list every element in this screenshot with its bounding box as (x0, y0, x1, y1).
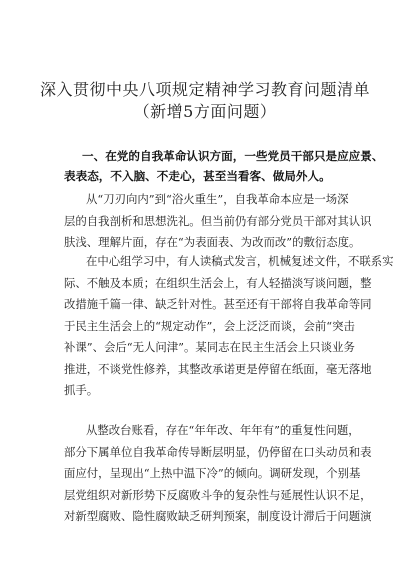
paragraph-line: 于民主生活会上的“规定动作”，会上泛泛而谈，会前“突击 (64, 318, 355, 333)
paragraph-line: 对新型腐败、隐性腐败缺乏研判预案，制度设计滞后于问题演 (64, 509, 372, 523)
paragraph-line: 际、不触及本质；在组织生活会上，有人轻描淡写谈问题，整 (64, 275, 372, 290)
document-title-line-2: （新增5方面问题） (133, 102, 277, 121)
paragraph-line: 层的自我剖析和思想洗礼。但当前仍有部分党员干部对其认识 (64, 213, 372, 228)
paragraph-line: 从“刀刃向内”到“浴火重生”，自我革命本应是一场深 (86, 192, 349, 206)
paragraph-1 (64, 189, 372, 254)
section-1-heading (64, 146, 384, 186)
document-title-line-1: 深入贯彻中央八项规定精神学习教育问题清单 (39, 80, 370, 99)
paragraph-3 (64, 420, 372, 528)
paragraph-line: 从整改台账看，存在“年年改、年年有”的重复性问题， (86, 423, 360, 437)
paragraph-line: 层党组织对新形势下反腐败斗争的复杂性与延展性认识不足， (64, 487, 372, 502)
paragraph-line: 推进，不谈党性修养，其整改承诺更是停留在纸面，毫无落地 (64, 361, 372, 376)
paragraph-line: 部分下属单位自我革命传导断层明显，仍停留在口头动员和表 (64, 444, 372, 459)
section-1-heading-line-2: 表表态，不入脑、不走心，甚至当看客、做局外人。 (64, 169, 331, 183)
paragraph-line: 补课”、会后“无人问津”。某同志在民主生活会上只谈业务 (64, 340, 355, 354)
paragraph-line: 抓手。 (64, 383, 99, 397)
paragraph-line: 在中心组学习中，有人读稿式发言，机械复述文件，不联系实 (86, 254, 394, 268)
paragraph-line: 面应付，呈现出“上热中温下冷”的倾向。调研发现，个别基 (64, 466, 361, 480)
paragraph-line: 改措施千篇一律、缺乏针对性。甚至还有干部将自我革命等同 (64, 297, 372, 311)
paragraph-2 (64, 251, 394, 402)
paragraph-line: 肤浅、理解片面，存在“为表面表、为改而改”的敷衍态度。 (64, 235, 361, 249)
section-1-heading-line-1: 一、在党的自我革命认识方面，一些党员干部只是应应景、 (82, 149, 384, 163)
